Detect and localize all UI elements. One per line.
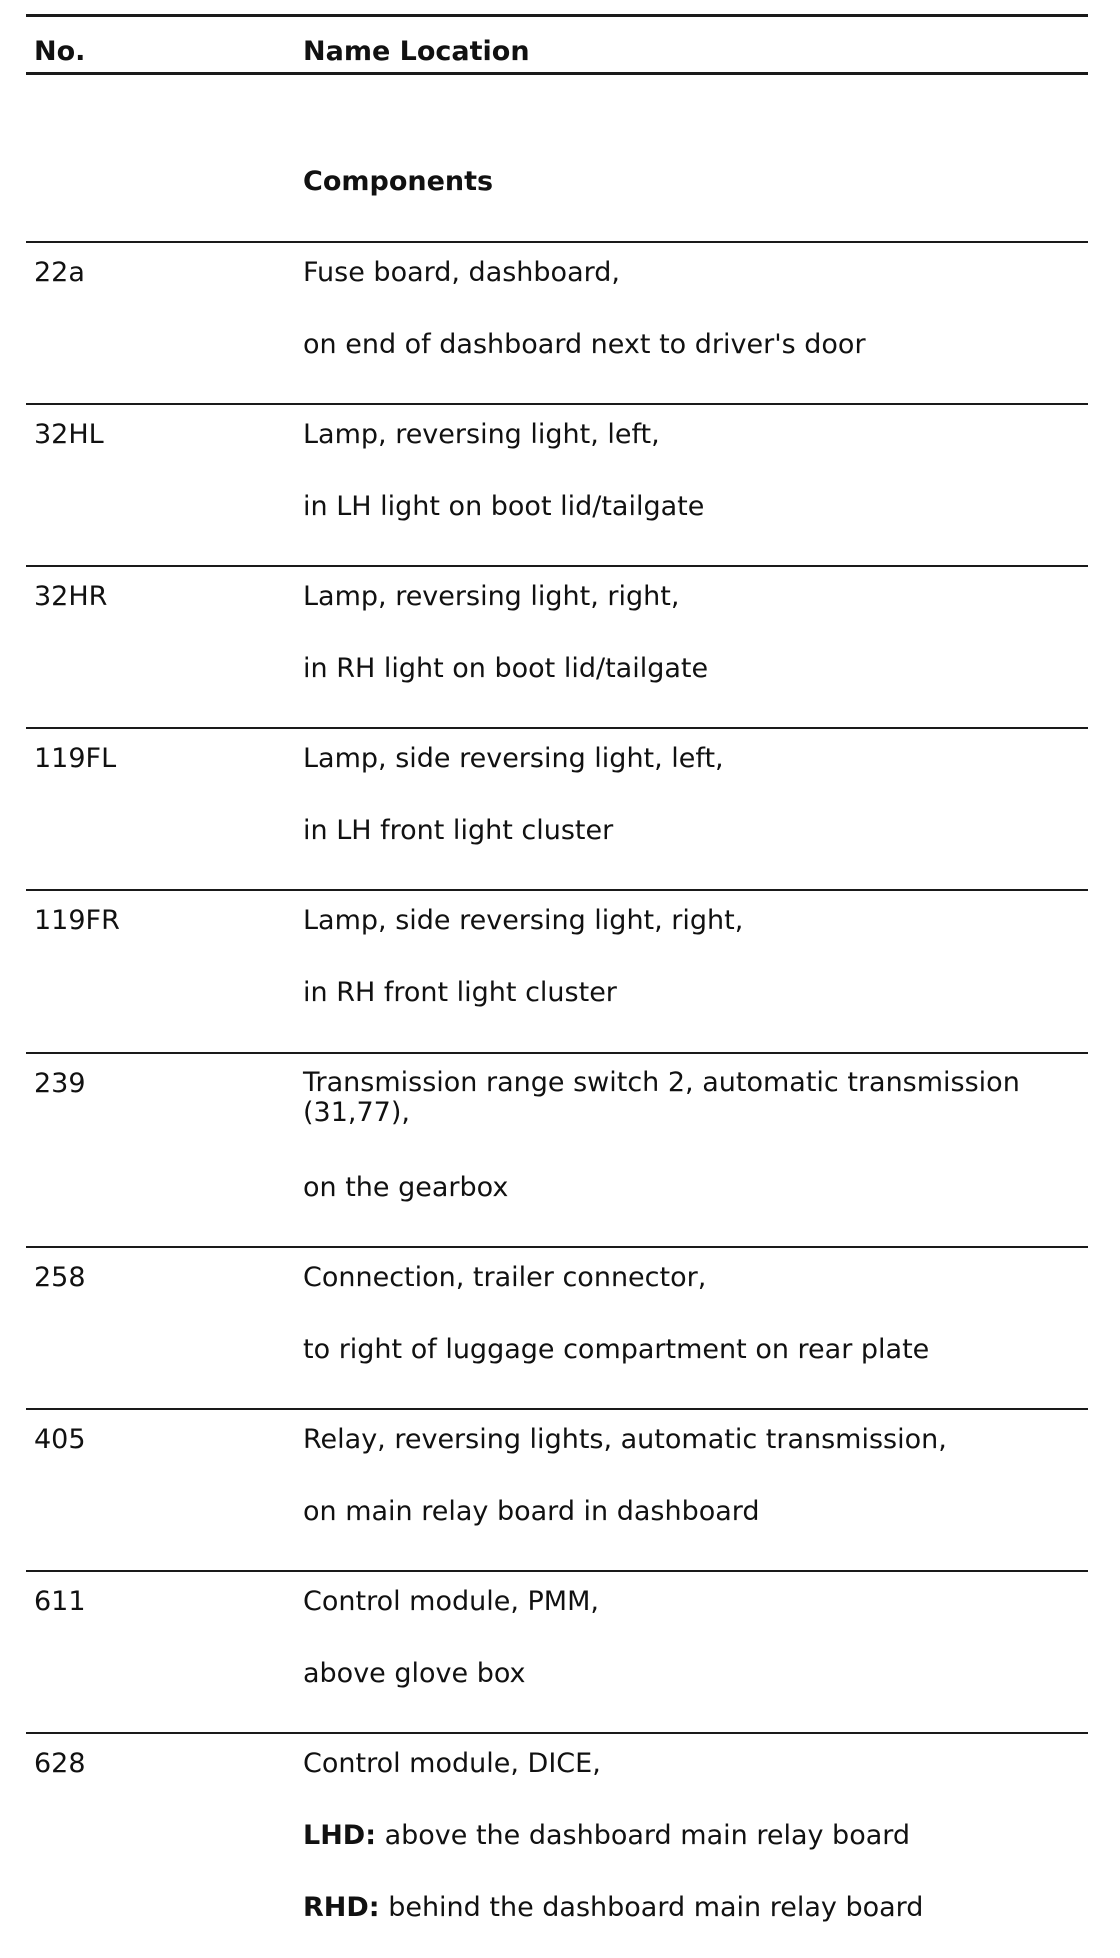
column-header-no: No. <box>34 36 86 67</box>
row-number: 405 <box>34 1424 86 1455</box>
row-location: to right of luggage compartment on rear plate <box>303 1334 930 1365</box>
row-number: 32HL <box>34 419 104 450</box>
row-name: Lamp, side reversing light, right, <box>303 905 744 936</box>
rhd-label: RHD: <box>303 1892 380 1923</box>
row-location: in LH front light cluster <box>303 815 614 846</box>
row-number: 628 <box>34 1748 86 1779</box>
row-number: 32HR <box>34 581 108 612</box>
row-name: Connection, trailer connector, <box>303 1262 707 1293</box>
row-name: Fuse board, dashboard, <box>303 257 620 288</box>
row-name: Control module, PMM, <box>303 1586 599 1617</box>
row-name: Lamp, side reversing light, left, <box>303 743 724 774</box>
section-title: Components <box>303 166 494 197</box>
row-location: in LH light on boot lid/tailgate <box>303 491 705 522</box>
row-name: Lamp, reversing light, left, <box>303 419 660 450</box>
row-divider <box>26 727 1088 729</box>
row-location: on main relay board in dashboard <box>303 1496 760 1527</box>
row-divider <box>26 565 1088 567</box>
row-name: Transmission range switch 2, automatic transmission (31,77), <box>303 1067 1020 1128</box>
row-location: on the gearbox <box>303 1172 509 1203</box>
row-divider <box>26 1408 1088 1410</box>
row-divider <box>26 1732 1088 1734</box>
row-number: 239 <box>34 1068 86 1099</box>
row-divider <box>26 1246 1088 1248</box>
row-name: Lamp, reversing light, right, <box>303 581 680 612</box>
row-location: in RH light on boot lid/tailgate <box>303 653 709 684</box>
column-header-name-location: Name Location <box>303 36 530 67</box>
row-location: in RH front light cluster <box>303 977 617 1008</box>
row-divider <box>26 1570 1088 1572</box>
row-number: 119FR <box>34 905 120 936</box>
row-number: 258 <box>34 1262 86 1293</box>
lhd-text: above the dashboard main relay board <box>376 1820 911 1851</box>
row-number: 22a <box>34 257 85 288</box>
row-number: 119FL <box>34 743 117 774</box>
row-number: 611 <box>34 1586 86 1617</box>
row-location: on end of dashboard next to driver's door <box>303 329 866 360</box>
row-name: Control module, DICE, <box>303 1748 601 1779</box>
row-divider <box>26 241 1088 243</box>
row-divider <box>26 889 1088 891</box>
row-location-lhd <box>303 1820 910 1852</box>
row-divider <box>26 403 1088 405</box>
table-top-rule <box>26 14 1088 17</box>
row-location-rhd <box>303 1892 923 1924</box>
rhd-text: behind the dashboard main relay board <box>379 1892 924 1923</box>
header-bottom-rule <box>26 72 1088 75</box>
lhd-label: LHD: <box>303 1820 377 1851</box>
row-divider <box>26 1052 1088 1054</box>
row-name: Relay, reversing lights, automatic transmission, <box>303 1424 947 1455</box>
row-location: above glove box <box>303 1658 526 1689</box>
